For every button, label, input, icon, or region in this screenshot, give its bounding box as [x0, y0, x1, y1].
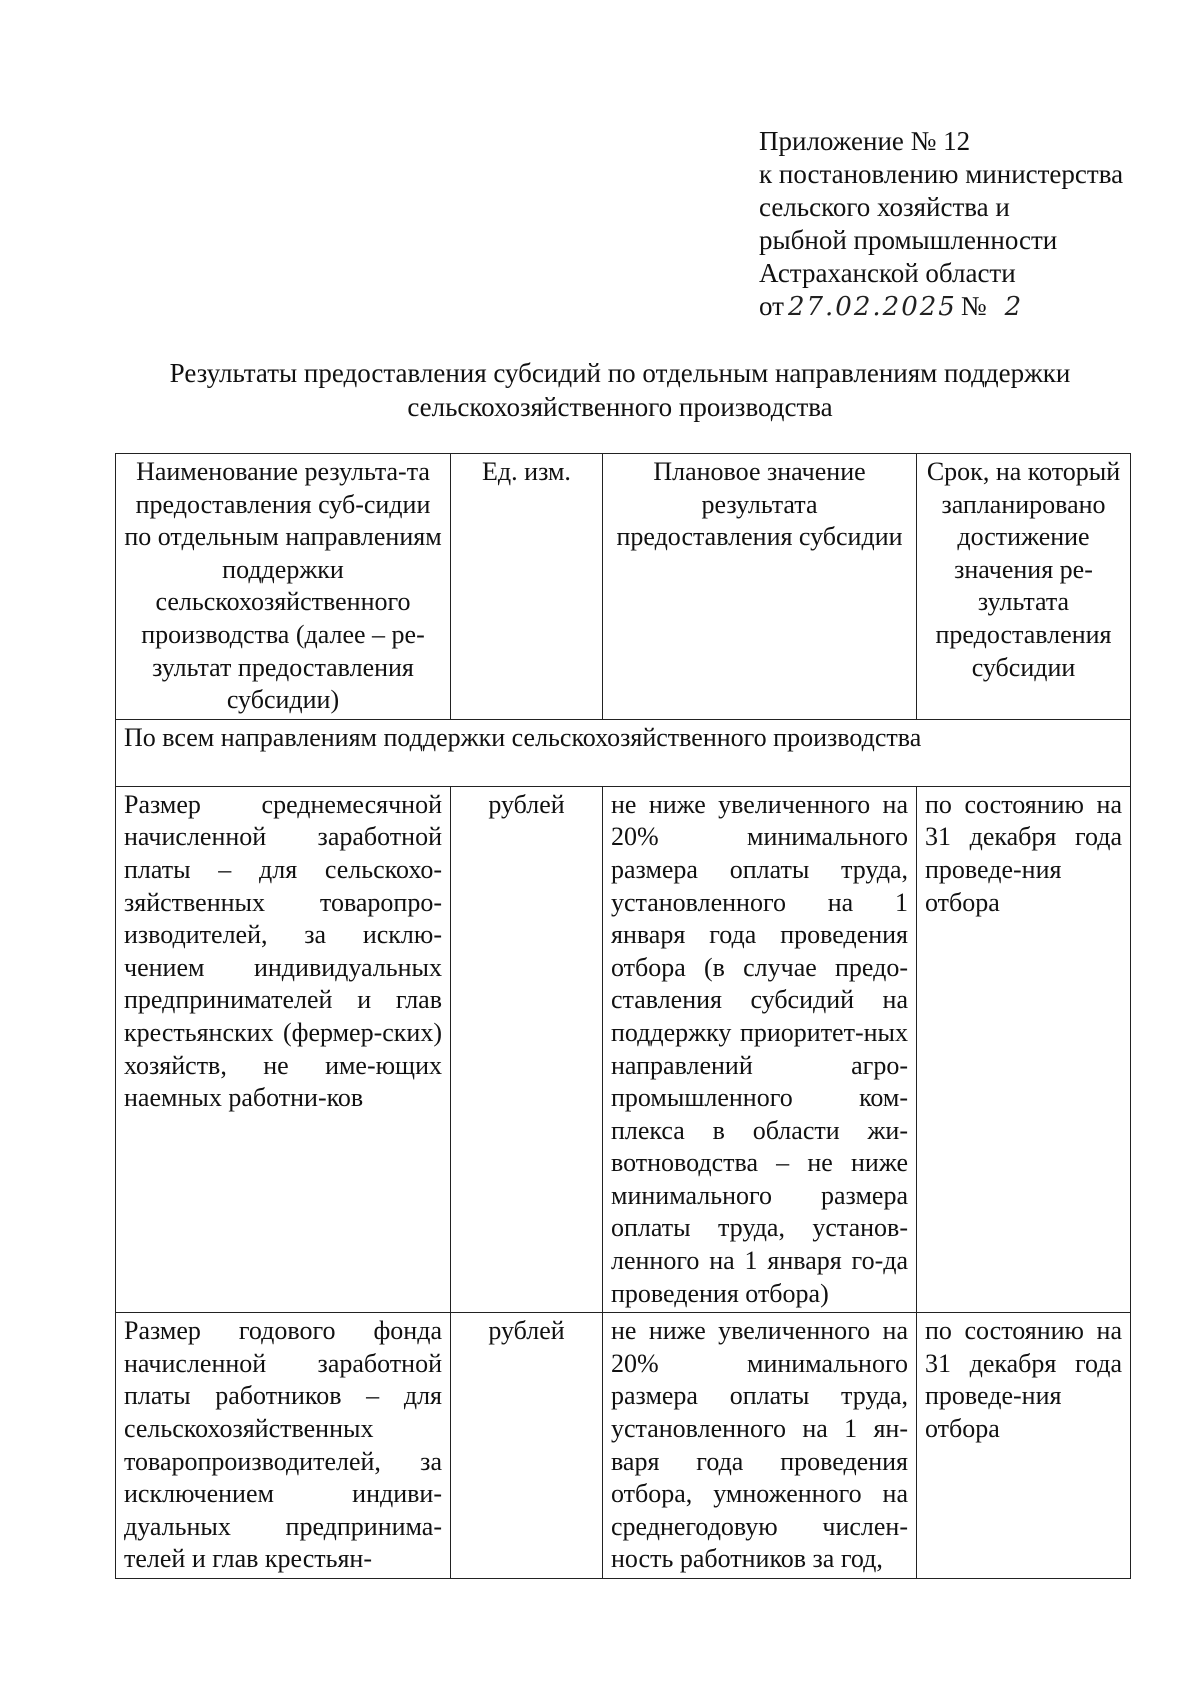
handwritten-number: 2 [1004, 292, 1024, 322]
cell-plan-value: не ниже увеличенного на 20% минимального размера оплаты труда, установленного на 1 ян-варя года проведения отбора, умноженного на среднегодовую числен-ность работников за год, [603, 1313, 917, 1579]
annex-header [759, 125, 1179, 324]
annex-line: к постановлению министерства [759, 159, 1124, 189]
table-header-row [116, 454, 1131, 720]
cell-unit: рублей [451, 1313, 603, 1579]
annex-date-number-line [759, 290, 1179, 324]
cell-term: по состоянию на 31 декабря года проведе-ния отбора [917, 786, 1131, 1313]
table-row [116, 1313, 1131, 1579]
title-line: сельскохозяйственного производства [407, 392, 833, 422]
table-row [116, 786, 1131, 1313]
header-term: Срок, на который запланировано достижение значения ре-зультата предоставления субсидии [917, 454, 1131, 720]
annex-line: Астраханской области [759, 258, 1016, 288]
table-section-row [116, 719, 1131, 786]
annex-line: рыбной промышленности [759, 225, 1058, 255]
header-unit: Ед. изм. [451, 454, 603, 720]
document-title [120, 356, 1120, 424]
cell-term: по состоянию на 31 декабря года проведе-ния отбора [917, 1313, 1131, 1579]
cell-unit: рублей [451, 786, 603, 1313]
number-label: № [960, 291, 987, 321]
annex-line: Приложение № 12 [759, 126, 971, 156]
section-label: По всем направлениям поддержки сельскохозяйственного производства [116, 719, 1131, 786]
header-plan-value: Плановое значение результата предоставления субсидии [603, 454, 917, 720]
cell-plan-value: не ниже увеличенного на 20% минимального размера оплаты труда, установленного на 1 января года проведения отбора (в случае предо-ставления субсидий на поддержку приоритет-ных направлений агро-промышленного ком-плекса в области жи-вотноводства – не ниже минимального размера оплаты труда, установ-ленного на 1 января го-да проведения отбора) [603, 786, 917, 1313]
cell-result-name: Размер среднемесячной начисленной заработной платы – для сельскохо-зяйственных товаропро-изводителей, за исклю-чением индивидуальных предпринимателей и глав крестьянских (фермер-ских) хозяйств, не име-ющих наемных работни-ков [116, 786, 451, 1313]
date-prefix: от [759, 291, 784, 321]
annex-line: сельского хозяйства и [759, 192, 1010, 222]
results-table [115, 453, 1131, 1579]
header-result-name: Наименование результа-та предоставления суб-сидии по отдельным направлениям поддержки сельскохозяйственного производства (далее – ре-зультат предоставления субсидии) [116, 454, 451, 720]
handwritten-date: 27.02.2025 [787, 292, 957, 322]
title-line: Результаты предоставления субсидий по отдельным направлениям поддержки [169, 358, 1071, 388]
cell-result-name: Размер годового фонда начисленной заработной платы работников – для сельскохозяйственных товаропроизводителей, за исключением индиви-дуальных предпринима-телей и глав крестьян- [116, 1313, 451, 1579]
